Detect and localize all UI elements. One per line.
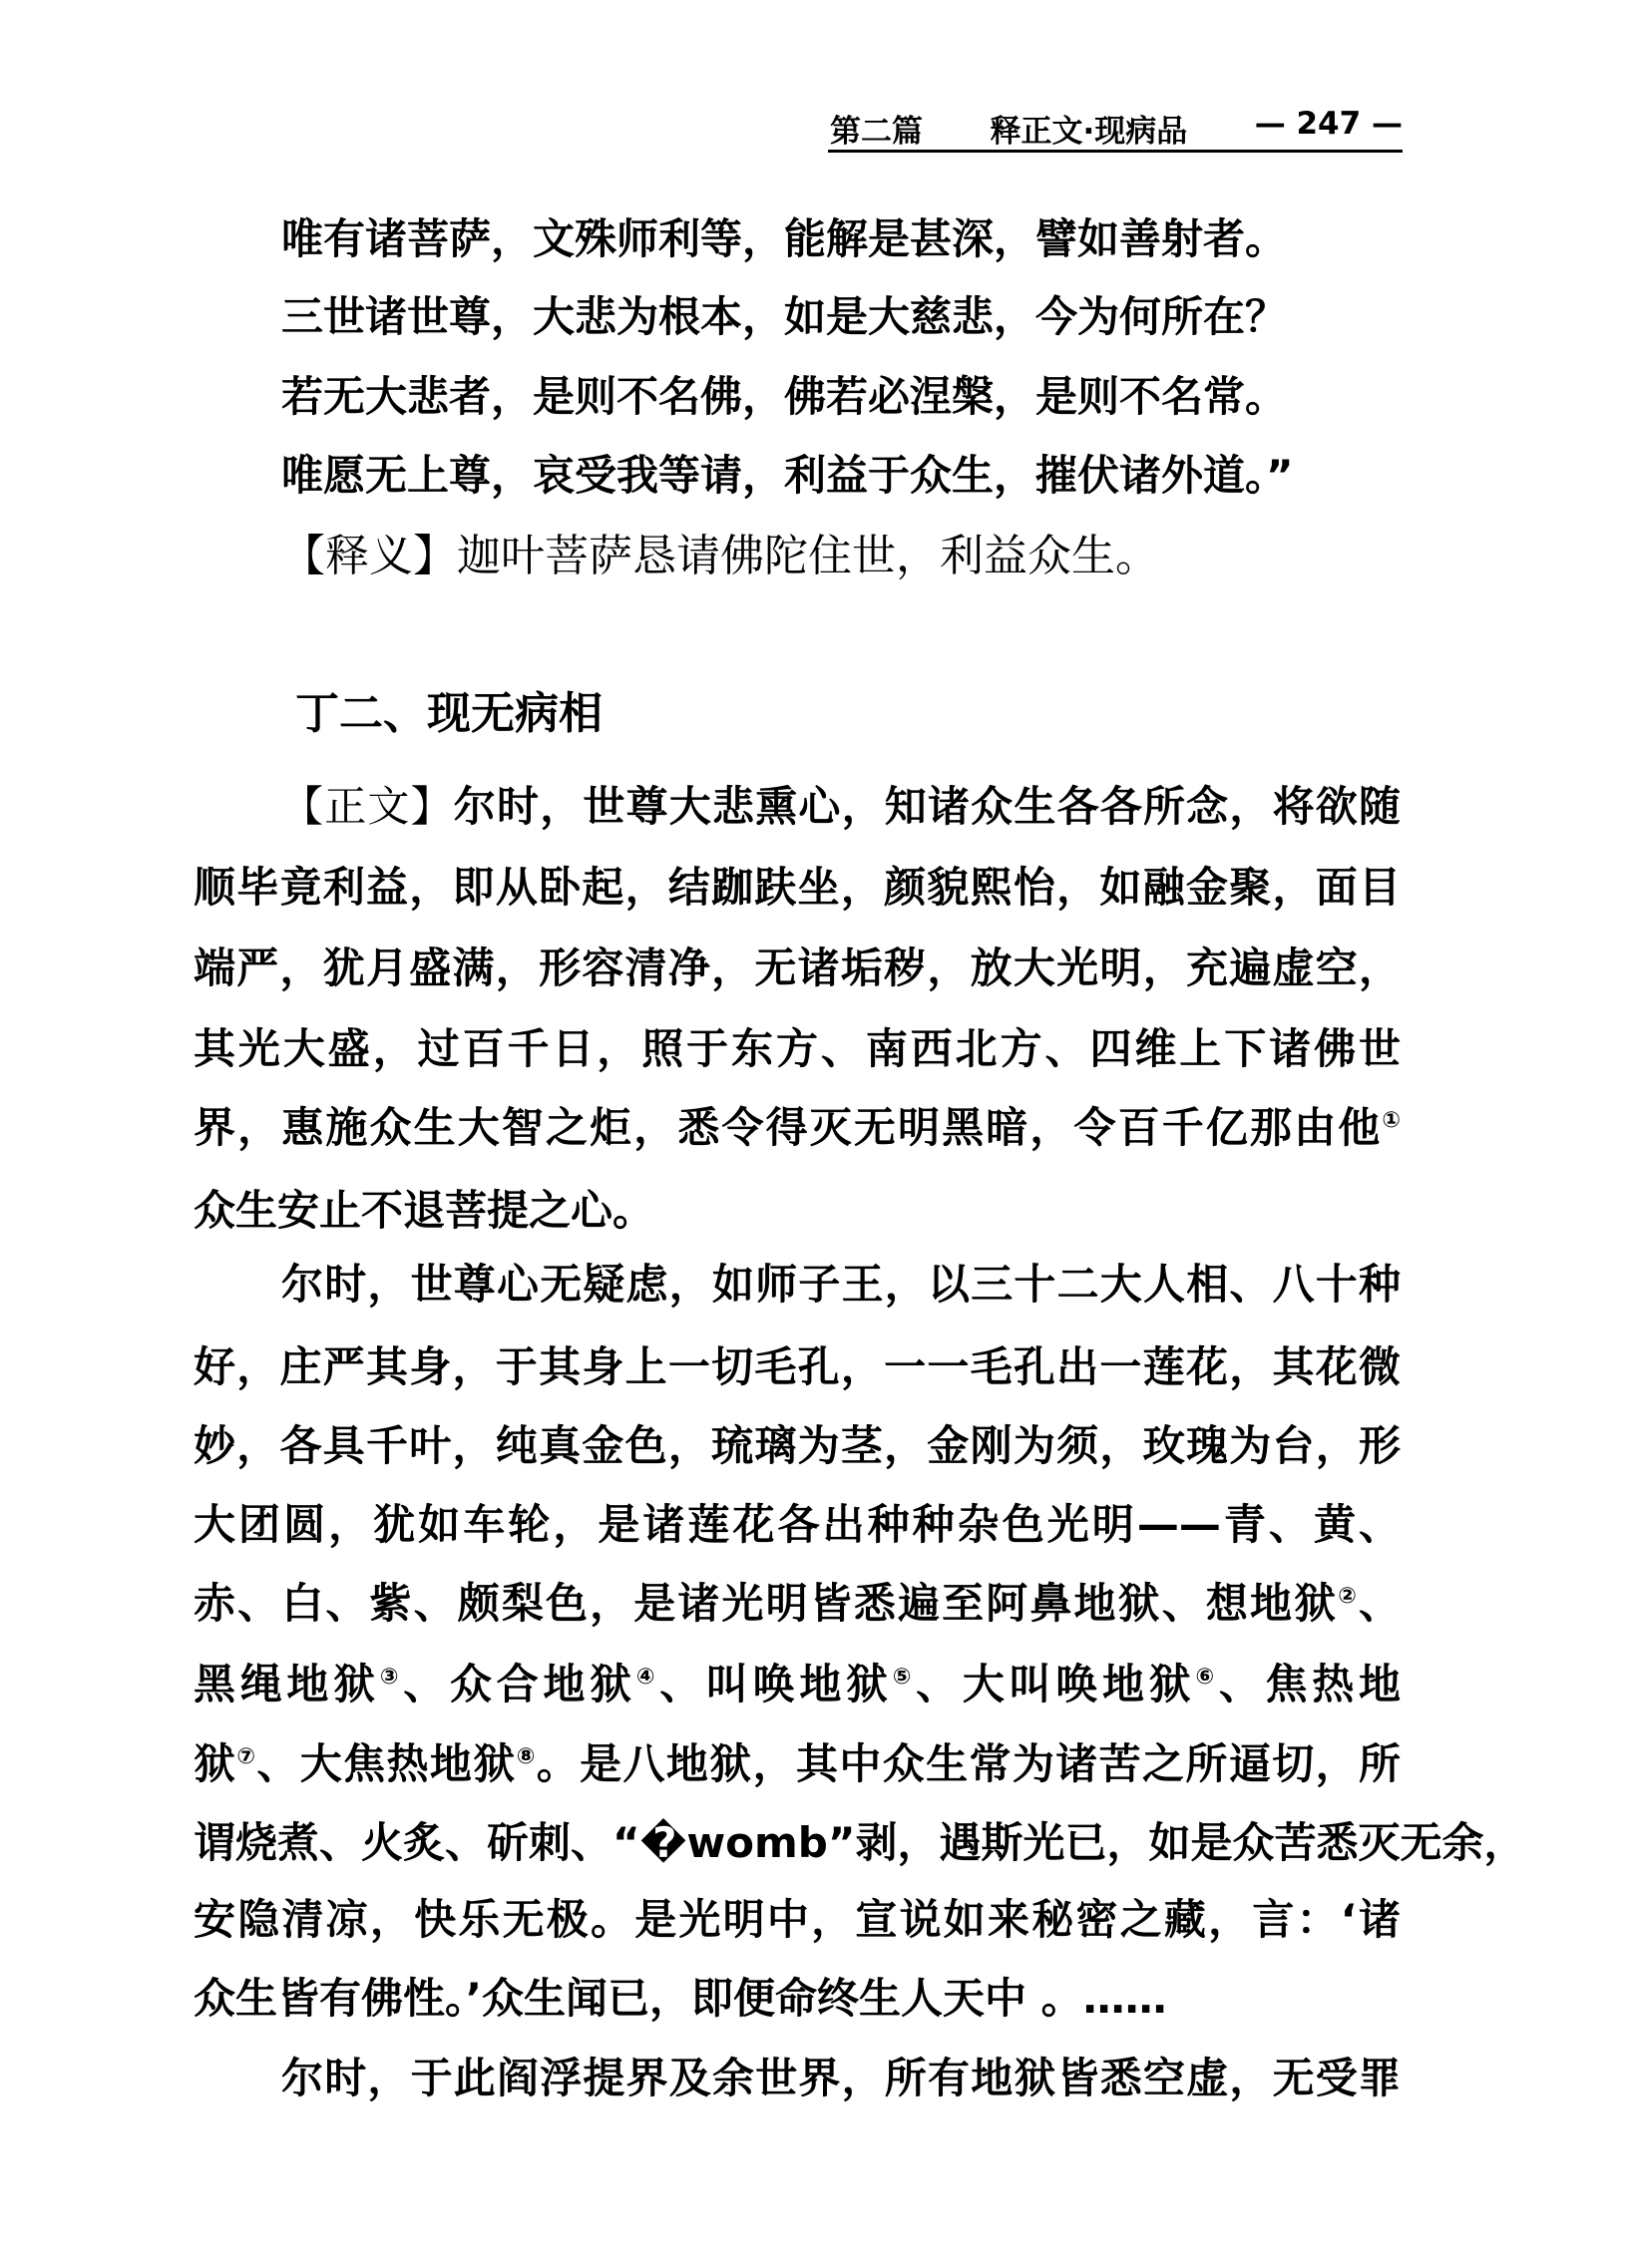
- text-line: [194, 1422, 1401, 1470]
- line-text: 唯愿无上尊，哀受我等请，利益于众生，摧伏诸外道。”: [281, 451, 1294, 500]
- line-text: 尔时，世尊大悲熏心，知诸众生各各所念，将欲随: [453, 782, 1401, 831]
- line-text: 赤、白、紫、颇梨色，是诸光明皆悉遍至阿鼻地狱、想地狱②、: [194, 1579, 1401, 1628]
- line-text: 丁二、现无病相: [295, 688, 603, 739]
- running-header: [830, 106, 1403, 148]
- text-line: [281, 2055, 1401, 2102]
- line-text: 唯有诸菩萨，文殊师利等，能解是甚深，譬如善射者。: [281, 214, 1288, 263]
- footnote-marker[interactable]: ①: [1382, 1108, 1401, 1133]
- line-text: 众生安止不退菩提之心。: [194, 1186, 655, 1235]
- footnote-marker[interactable]: ④: [635, 1665, 660, 1690]
- header-chapter: 释正文·现病品: [990, 114, 1188, 150]
- line-text: 黑绳地狱③、众合地狱④、叫唤地狱⑤、大叫唤地狱⑥、焦热地: [194, 1660, 1401, 1708]
- text-line: [281, 293, 1287, 341]
- footnote-marker[interactable]: ⑦: [236, 1744, 257, 1769]
- text-line: [194, 1187, 654, 1235]
- line-text: 安隐清凉，快乐无极。是光明中，宣说如来秘密之藏，言：‘诸: [194, 1895, 1401, 1944]
- footnote-marker[interactable]: ②: [1338, 1584, 1359, 1609]
- text-line: [281, 373, 1287, 421]
- text-line: [194, 1343, 1401, 1391]
- line-text: 妙，各具千叶，纯真金色，琉璃为茎，金刚为须，玫瑰为台，形: [194, 1421, 1401, 1470]
- section-label: 【正文】: [281, 782, 454, 831]
- text-line: [194, 1661, 1401, 1708]
- section-label: 【释义】: [281, 531, 457, 581]
- line-text: 顺毕竟利益，即从卧起，结跏趺坐，颜貌熙怡，如融金聚，面目: [194, 863, 1401, 912]
- line-text: 谓烧煮、火炙、斫刺、“�womb”剥，遇斯光已，如是众苦悉灭无余，: [194, 1818, 1526, 1867]
- text-line: [194, 1818, 1526, 1867]
- text-line: [281, 533, 1159, 580]
- line-text: 其光大盛，过百千日，照于东方、南西北方、四维上下诸佛世: [194, 1024, 1401, 1073]
- footnote-marker[interactable]: ⑤: [892, 1665, 917, 1690]
- text-line: [194, 1025, 1401, 1073]
- line-text: 界，惠施众生大智之炬，悉令得灭无明黑暗，令百千亿那由他①: [194, 1103, 1401, 1152]
- line-text: 三世诸世尊，大悲为根本，如是大慈悲，今为何所在？: [281, 292, 1288, 341]
- footnote-marker[interactable]: ⑥: [1195, 1665, 1219, 1690]
- header-page-number: — 247 —: [1254, 106, 1403, 142]
- text-line: [194, 1975, 1167, 2023]
- text-line: [194, 1501, 1401, 1549]
- text-line: [281, 783, 1401, 831]
- text-line: [281, 1261, 1401, 1309]
- line-text: 若无大悲者，是则不名佛，佛若必涅槃，是则不名常。: [281, 372, 1288, 421]
- section-heading: [295, 690, 603, 738]
- text-line: [194, 945, 1401, 992]
- text-line: [281, 215, 1287, 263]
- line-text: 大团圆，犹如车轮，是诸莲花各出种种杂色光明——青、黄、: [194, 1500, 1401, 1549]
- text-line: [281, 452, 1294, 500]
- text-line: [194, 1740, 1401, 1788]
- line-text: 好，庄严其身，于其身上一切毛孔，一一毛孔出一莲花，其花微: [194, 1342, 1401, 1391]
- header-section: 第二篇: [830, 114, 923, 150]
- footnote-marker[interactable]: ⑧: [516, 1744, 537, 1769]
- text-line: [194, 1580, 1401, 1628]
- text-line: [194, 1104, 1401, 1152]
- line-text: 端严，犹月盛满，形容清净，无诸垢秽，放大光明，充遍虚空，: [194, 944, 1401, 992]
- text-line: [194, 1896, 1401, 1944]
- header-rule: [828, 150, 1403, 153]
- line-text: 尔时，于此阎浮提界及余世界，所有地狱皆悉空虚，无受罪: [281, 2054, 1401, 2102]
- line-text: 迦叶菩萨恳请佛陀住世，利益众生。: [457, 531, 1159, 581]
- text-line: [194, 864, 1401, 912]
- line-text: 众生皆有佛性。’众生闻已，即便命终生人天中 。……: [194, 1974, 1167, 2023]
- line-text: 狱⑦、大焦热地狱⑧。是八地狱，其中众生常为诸苦之所逼切，所: [194, 1739, 1401, 1788]
- footnote-marker[interactable]: ③: [379, 1665, 404, 1690]
- line-text: 尔时，世尊心无疑虑，如师子王，以三十二大人相、八十种: [281, 1260, 1401, 1309]
